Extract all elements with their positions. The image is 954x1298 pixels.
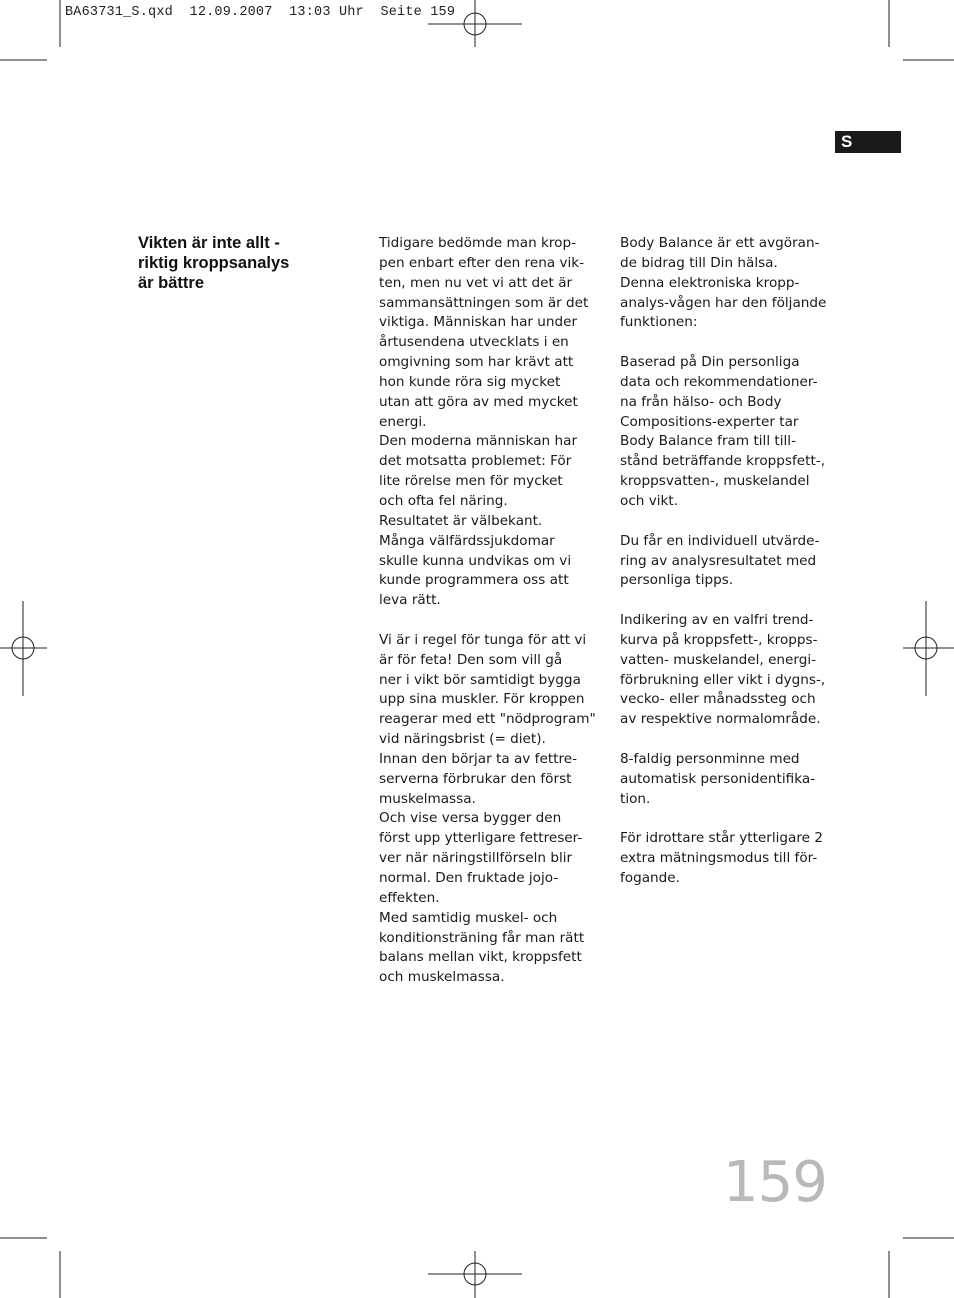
text-line: För idrottare står ytterligare 2 bbox=[620, 830, 823, 847]
text-line: kurva på kroppsfett-, kropps- bbox=[620, 631, 818, 648]
text-line: effekten. bbox=[379, 889, 440, 906]
text-line: Baserad på Din personliga bbox=[620, 354, 800, 371]
text-line: årtusendena utvecklats i en bbox=[379, 334, 569, 351]
text-line: extra mätningsmodus till för- bbox=[620, 850, 818, 867]
text-line: Vi är i regel för tunga för att vi bbox=[379, 631, 587, 648]
text-line: utan att göra av med mycket bbox=[379, 393, 578, 410]
text-line: det motsatta problemet: För bbox=[379, 453, 572, 470]
text-line: automatisk personidentifika- bbox=[620, 770, 816, 787]
text-line bbox=[620, 591, 845, 611]
text-line: Med samtidig muskel- och bbox=[379, 909, 558, 926]
heading-line: riktig kroppsanalys bbox=[138, 254, 290, 272]
text-line: analys-vågen har den följande bbox=[620, 294, 827, 311]
text-line: balans mellan vikt, kroppsfett bbox=[379, 949, 582, 966]
text-line: vecko- eller månadssteg och bbox=[620, 691, 816, 708]
text-line: Indikering av en valfri trend- bbox=[620, 612, 814, 629]
text-line: kunde programmera oss att bbox=[379, 572, 569, 589]
text-line: Resultatet är välbekant. bbox=[379, 512, 543, 529]
text-line: Body Balance fram till till- bbox=[620, 433, 796, 450]
text-line: Denna elektroniska kropp- bbox=[620, 274, 800, 291]
text-line: Compositions-experter tar bbox=[620, 413, 799, 430]
text-line: stånd beträffande kroppsfett-, bbox=[620, 453, 826, 470]
text-line bbox=[620, 333, 845, 353]
text-line: normal. Den fruktade jojo- bbox=[379, 870, 559, 886]
heading-line: är bättre bbox=[138, 274, 205, 292]
text-line: skulle kunna undvikas om vi bbox=[379, 552, 572, 569]
text-line bbox=[379, 611, 604, 631]
text-line: upp sina muskler. För kroppen bbox=[379, 691, 585, 708]
heading-line: Vikten är inte allt - bbox=[138, 234, 280, 252]
text-line bbox=[620, 809, 845, 829]
print-slug-line: BA63731_S.qxd 12.09.2007 13:03 Uhr Seite 159 bbox=[65, 5, 456, 20]
text-line: förbrukning eller vikt i dygns-, bbox=[620, 671, 826, 688]
registration-mark-left bbox=[0, 601, 47, 696]
text-line: na från hälso- och Body bbox=[620, 393, 782, 410]
text-line: viktiga. Människan har under bbox=[379, 314, 578, 331]
text-line: kroppsvatten-, muskelandel bbox=[620, 473, 810, 490]
text-line: sammansättningen som är det bbox=[379, 294, 589, 311]
text-line: Du får en individuell utvärde- bbox=[620, 532, 820, 549]
text-line: reagerar med ett "nödprogram" bbox=[379, 711, 596, 728]
text-line: Många välfärdssjukdomar bbox=[379, 532, 555, 549]
text-line: tion. bbox=[620, 790, 651, 807]
text-line: är för feta! Den som vill gå bbox=[379, 651, 563, 668]
text-line: fogande. bbox=[620, 870, 680, 886]
text-line: pen enbart efter den rena vik- bbox=[379, 254, 585, 271]
text-line: energi. bbox=[379, 413, 427, 430]
body-column-middle bbox=[379, 234, 604, 988]
text-line: funktionen: bbox=[620, 314, 698, 331]
text-line: muskelmassa. bbox=[379, 790, 476, 807]
text-line: ten, men nu vet vi att det är bbox=[379, 274, 573, 291]
text-line bbox=[620, 512, 845, 532]
text-line: Innan den börjar ta av fettre- bbox=[379, 750, 578, 767]
text-line: först upp ytterligare fettreser- bbox=[379, 830, 583, 847]
text-line: och ofta fel näring. bbox=[379, 492, 508, 509]
text-line: och muskelmassa. bbox=[379, 969, 505, 986]
page-number: 159 bbox=[723, 1150, 827, 1215]
text-line: omgivning som har krävt att bbox=[379, 354, 574, 371]
text-line: leva rätt. bbox=[379, 592, 441, 609]
text-line: Och vise versa bygger den bbox=[379, 810, 562, 827]
text-line: serverna förbrukar den först bbox=[379, 770, 572, 787]
text-line: av respektive normalområde. bbox=[620, 711, 821, 728]
text-line: de bidrag till Din hälsa. bbox=[620, 254, 778, 271]
body-column-right bbox=[620, 234, 845, 889]
text-line: 8-faldig personminne med bbox=[620, 750, 800, 767]
registration-mark-right bbox=[903, 601, 954, 696]
language-tab: S bbox=[835, 131, 901, 153]
text-line: personliga tipps. bbox=[620, 572, 734, 589]
registration-mark-bottom bbox=[428, 1251, 522, 1298]
text-line: Den moderna människan har bbox=[379, 433, 578, 450]
text-line: ner i vikt bör samtidigt bygga bbox=[379, 671, 581, 688]
text-line: ring av analysresultatet med bbox=[620, 552, 817, 569]
text-line: vatten- muskelandel, energi- bbox=[620, 651, 817, 668]
text-line: lite rörelse men för mycket bbox=[379, 473, 563, 490]
text-line: Tidigare bedömde man krop- bbox=[379, 235, 577, 251]
text-line: data och rekommendationer- bbox=[620, 373, 818, 390]
text-line: Body Balance är ett avgöran- bbox=[620, 235, 820, 251]
text-line: och vikt. bbox=[620, 492, 679, 509]
section-heading bbox=[138, 233, 338, 293]
text-line: hon kunde röra sig mycket bbox=[379, 373, 561, 390]
text-line bbox=[620, 730, 845, 750]
text-line: konditionsträning får man rätt bbox=[379, 929, 585, 946]
text-line: ver när näringstillförseln blir bbox=[379, 850, 573, 867]
text-line: vid näringsbrist (= diet). bbox=[379, 731, 546, 748]
